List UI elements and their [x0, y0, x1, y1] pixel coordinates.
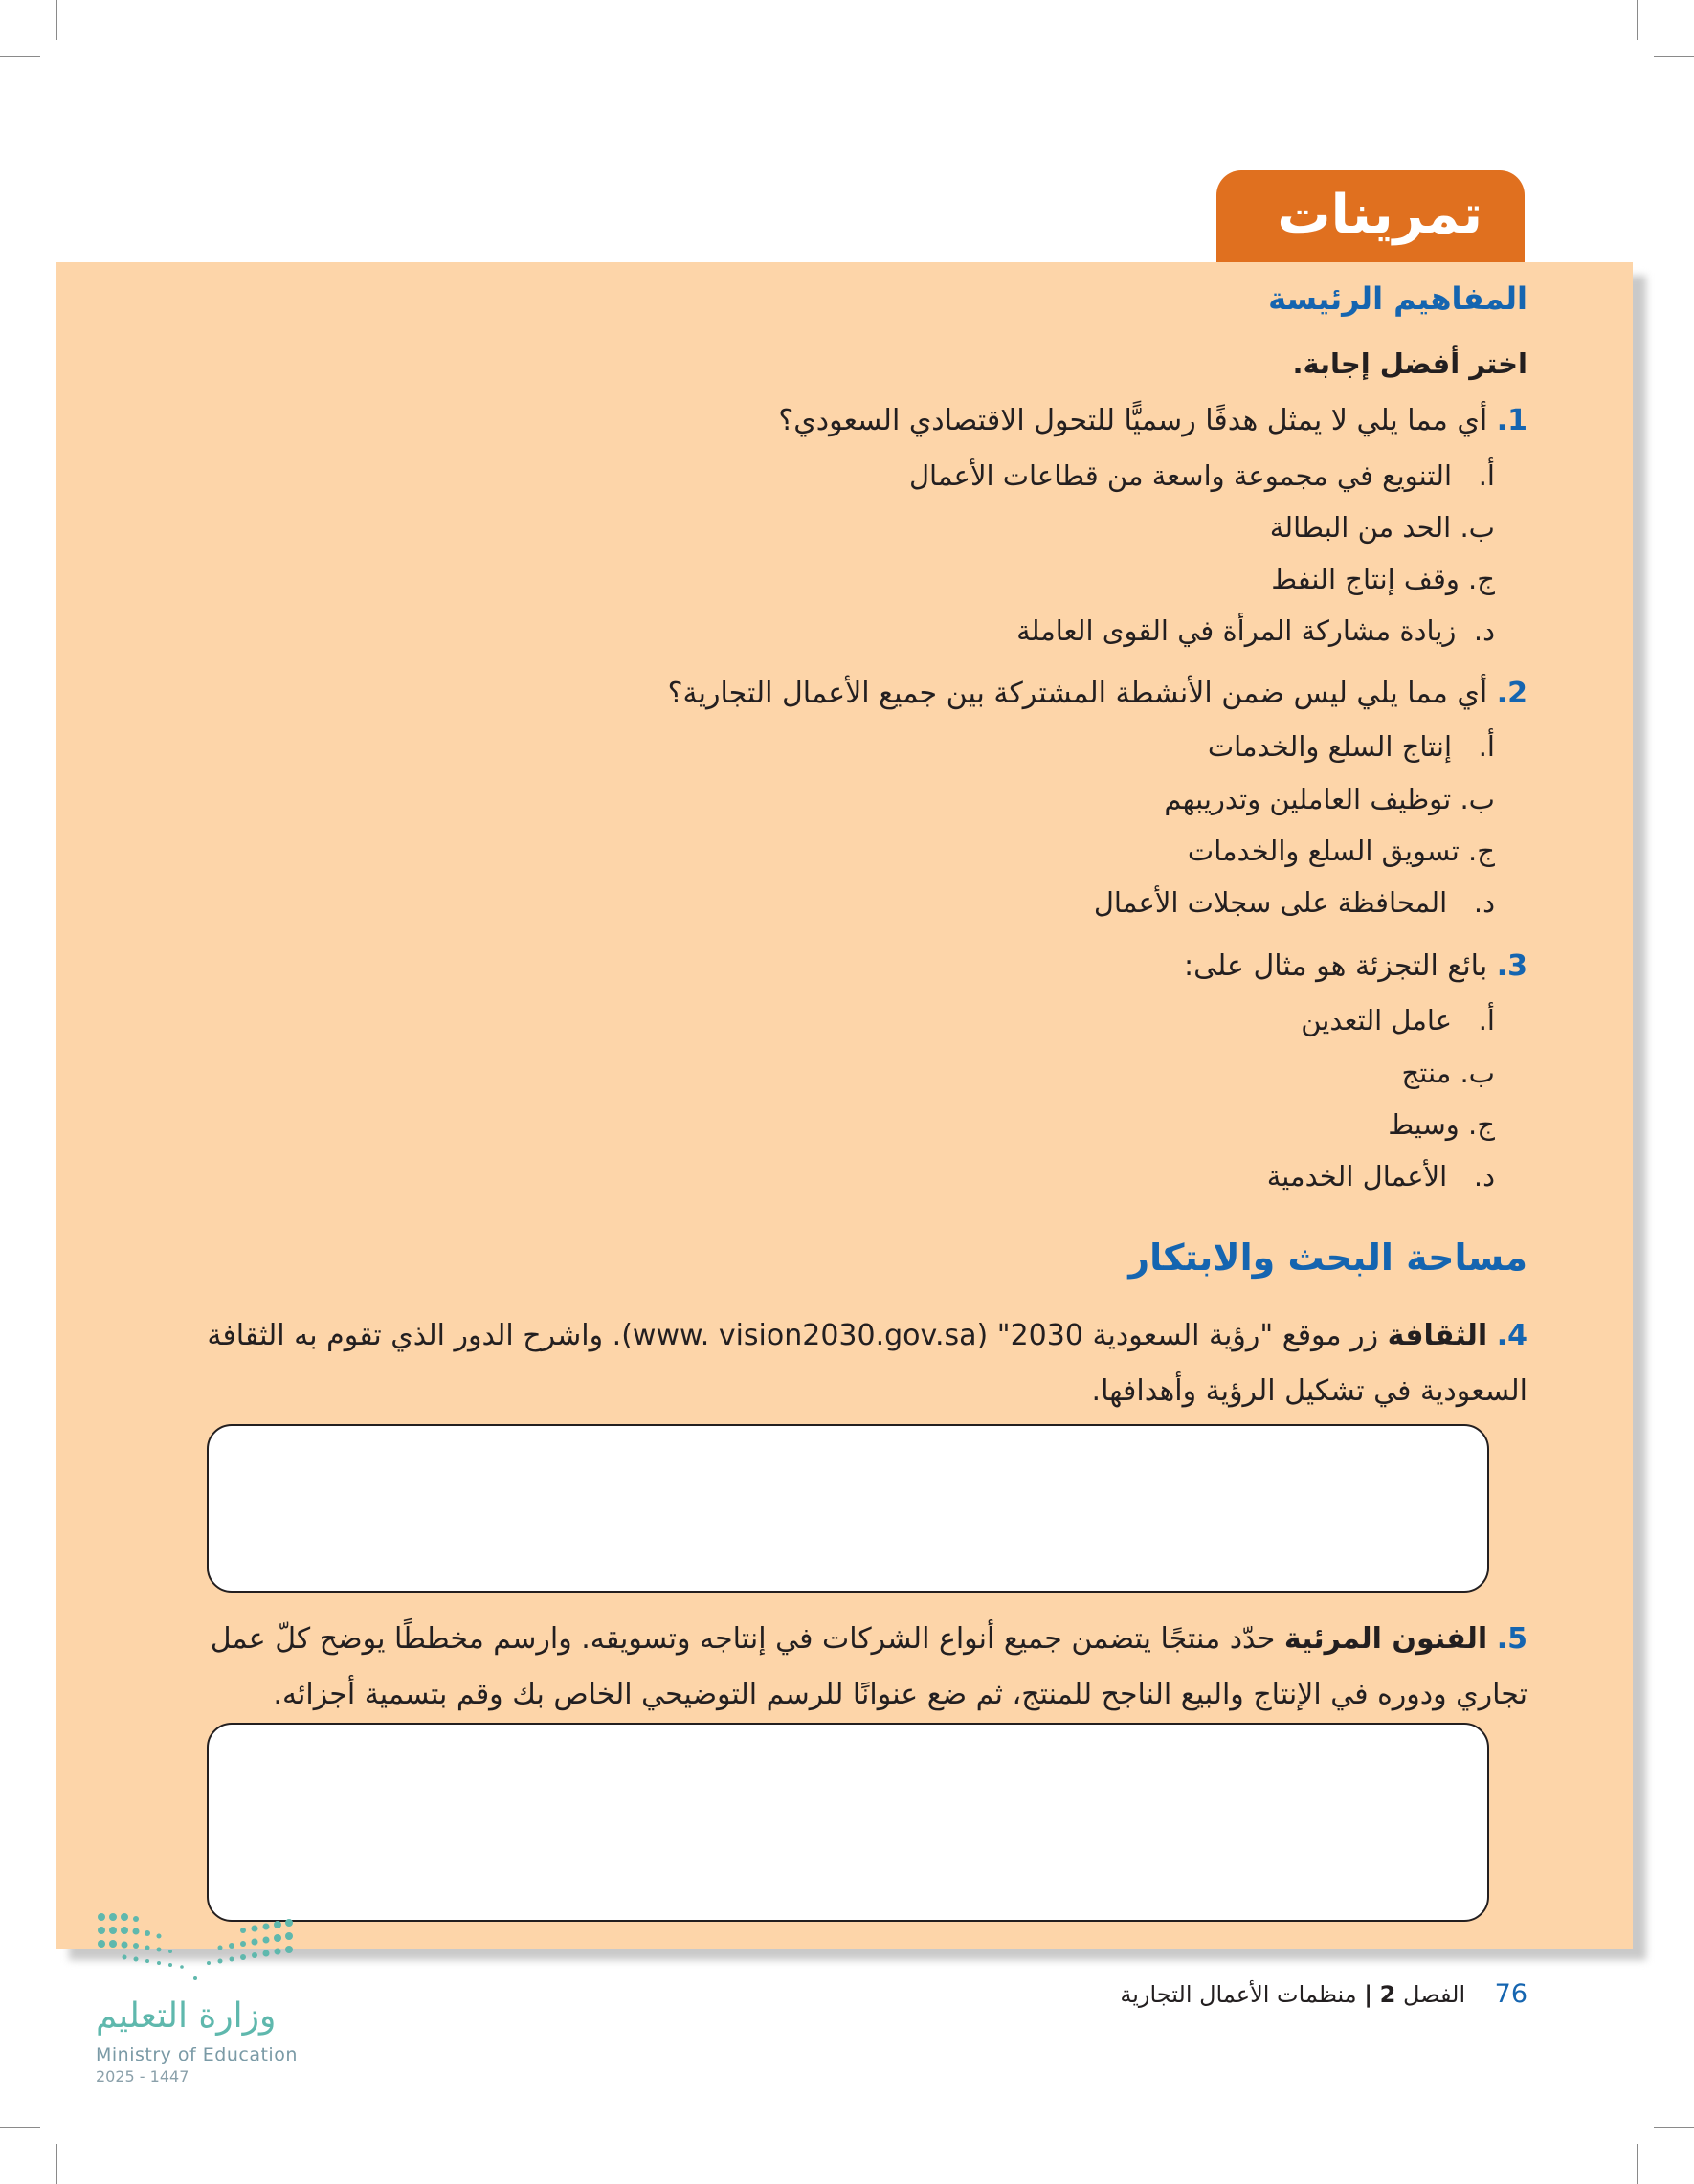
- question-number: 2.: [1496, 677, 1527, 710]
- chapter-label: الفصل: [1403, 1981, 1466, 2008]
- option-letter: د.: [1473, 886, 1495, 919]
- question-text: حدّد منتجًا يتضمن جميع أنواع الشركات في إنتاجه وتسويقه. وارسم مخططًا يوضح كلّ عمل تجاري ودوره في الإنتاج والبيع الناجح للمنتج، ثم ضع عنوانًا للرسم التوضيحي الخاص بك وقم بتسمية أجزائه.: [210, 1622, 1527, 1711]
- question-number: 3.: [1496, 949, 1527, 983]
- research-innovation-heading: مساحة البحث والابتكار: [1128, 1237, 1527, 1279]
- option-3a[interactable]: [1301, 1004, 1495, 1036]
- option-2a[interactable]: [1208, 730, 1495, 763]
- crop-mark: [1654, 2127, 1694, 2128]
- question-4: [203, 1308, 1527, 1419]
- option-1a[interactable]: [909, 459, 1495, 492]
- option-3c[interactable]: [1388, 1108, 1495, 1141]
- ministry-logo-icon: [96, 1909, 306, 1986]
- option-1d[interactable]: [1016, 614, 1495, 647]
- exercises-tab: [1216, 170, 1525, 264]
- crop-mark: [0, 2127, 40, 2128]
- option-text: الحد من البطالة: [1269, 511, 1452, 544]
- question-text: أي مما يلي لا يمثل هدفًا رسميًّا للتحول الاقتصادي السعودي؟: [778, 404, 1488, 437]
- chapter-title: منظمات الأعمال التجارية: [1120, 1981, 1357, 2008]
- question-number: 1.: [1496, 404, 1527, 437]
- option-text: وقف إنتاج النفط: [1271, 563, 1460, 595]
- crop-mark: [1637, 2144, 1638, 2184]
- option-letter: ب.: [1460, 511, 1495, 544]
- question-subject: الفنون المرئية: [1283, 1622, 1488, 1656]
- option-text: توظيف العاملين وتدريبهم: [1164, 783, 1452, 815]
- question-text: بائع التجزئة هو مثال على:: [1184, 949, 1488, 983]
- option-2b[interactable]: [1164, 783, 1495, 815]
- option-text: زيادة مشاركة المرأة في القوى العاملة: [1016, 614, 1457, 647]
- option-letter: د.: [1473, 614, 1495, 647]
- option-text: وسيط: [1388, 1108, 1460, 1141]
- crop-mark: [0, 56, 40, 57]
- crop-mark: [56, 2144, 57, 2184]
- crop-mark: [1654, 56, 1694, 57]
- option-2c[interactable]: [1188, 835, 1495, 867]
- option-letter: ب.: [1460, 1057, 1495, 1089]
- option-3d[interactable]: [1267, 1160, 1495, 1192]
- question-5: [203, 1612, 1527, 1723]
- question-2: [668, 673, 1527, 715]
- option-2d[interactable]: [1094, 886, 1495, 919]
- question-subject: الثقافة: [1387, 1319, 1488, 1352]
- answer-box-5[interactable]: [207, 1723, 1489, 1922]
- exercises-title: تمرينات: [1277, 184, 1482, 246]
- option-letter: ب.: [1460, 783, 1495, 815]
- page-footer: [1120, 1979, 1527, 2009]
- page-number: 76: [1494, 1979, 1527, 2009]
- question-number: 5.: [1496, 1622, 1527, 1656]
- option-letter: أ.: [1478, 730, 1495, 763]
- option-1b[interactable]: [1270, 511, 1495, 544]
- option-3b[interactable]: [1401, 1057, 1495, 1089]
- option-letter: ج.: [1468, 563, 1495, 595]
- ministry-year: 2025 - 1447: [96, 2067, 189, 2085]
- question-text: أي مما يلي ليس ضمن الأنشطة المشتركة بين جميع الأعمال التجارية؟: [667, 677, 1488, 710]
- ministry-name-english: Ministry of Education: [96, 2044, 298, 2065]
- option-letter: ج.: [1468, 1108, 1495, 1141]
- chapter-number: 2: [1379, 1981, 1396, 2008]
- option-letter: أ.: [1478, 459, 1495, 492]
- option-text: عامل التعدين: [1301, 1004, 1453, 1036]
- ministry-name-arabic: وزارة التعليم: [96, 1996, 277, 2036]
- question-3: [1184, 946, 1527, 988]
- option-letter: ج.: [1468, 835, 1495, 867]
- footer-separator: |: [1364, 1981, 1373, 2008]
- option-1c[interactable]: [1271, 563, 1495, 595]
- question-number: 4.: [1496, 1319, 1527, 1352]
- option-text: منتج: [1401, 1057, 1452, 1089]
- option-letter: د.: [1473, 1160, 1495, 1192]
- option-text: التنويع في مجموعة واسعة من قطاعات الأعمال: [908, 459, 1453, 492]
- key-concepts-heading: المفاهيم الرئيسة: [1268, 280, 1527, 317]
- option-text: تسويق السلع والخدمات: [1187, 835, 1460, 867]
- option-letter: أ.: [1478, 1004, 1495, 1036]
- question-1: [778, 400, 1527, 442]
- question-text: زر موقع "رؤية السعودية 2030" (www. vision2030.gov.sa). واشرح الدور الذي تقوم به الثقافة السعودية في تشكيل الرؤية وأهدافها.: [207, 1319, 1527, 1408]
- crop-mark: [1637, 0, 1638, 40]
- option-text: إنتاج السلع والخدمات: [1207, 730, 1453, 763]
- option-text: الأعمال الخدمية: [1266, 1160, 1448, 1192]
- instruction-text: اختر أفضل إجابة.: [1292, 347, 1527, 380]
- answer-box-4[interactable]: [207, 1424, 1489, 1593]
- crop-mark: [56, 0, 57, 40]
- option-text: المحافظة على سجلات الأعمال: [1093, 886, 1448, 919]
